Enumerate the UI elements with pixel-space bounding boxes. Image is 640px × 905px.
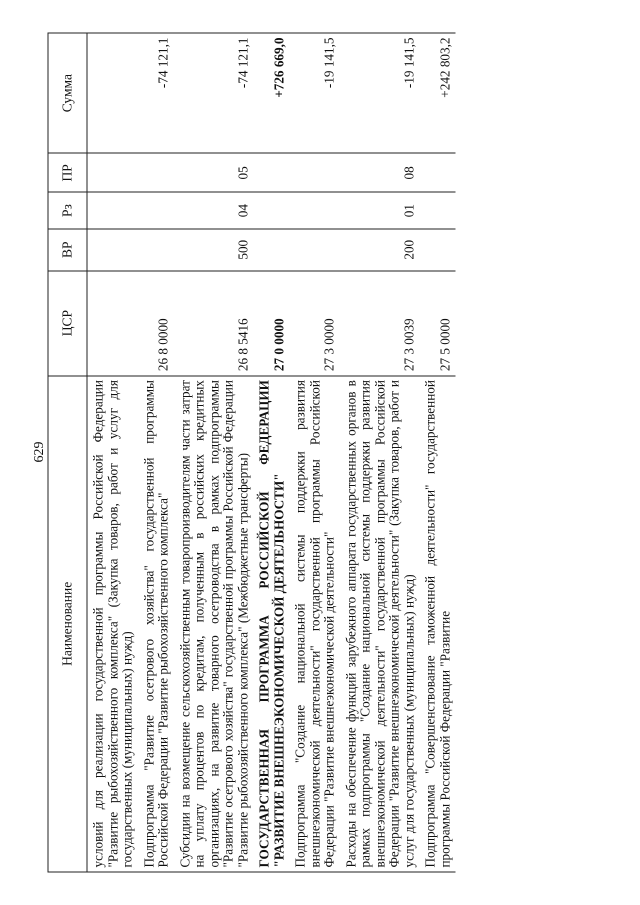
row-rz xyxy=(254,192,290,228)
row-pr xyxy=(138,153,174,192)
row-vr xyxy=(87,229,138,271)
row-csr: 27 0 0000 xyxy=(254,271,290,376)
row-name: Расходы на обеспечение функций зарубежного аппарата государственных органов в рамках подпрограммы "Создание национальной системы поддержки развития внешнеэкономической деятельности" государственной программы Российской Федерации "Развитие внешнеэкономической деятельности" (Закупка товаров, работ и услуг для государственных (муниципальных) нужд) xyxy=(340,376,420,872)
row-name: Подпрограмма "Развитие осетрового хозяйства" государственной программы Российской Федерации "Развитие рыбохозяйственного комплекса" xyxy=(138,376,174,872)
row-sum: -74 121,1 xyxy=(138,33,174,153)
header-rz: Рз xyxy=(48,192,87,228)
row-pr xyxy=(290,153,341,192)
budget-table xyxy=(48,33,456,873)
row-sum xyxy=(87,33,138,153)
row-csr: 27 5 0000 xyxy=(420,271,456,376)
table-row xyxy=(138,33,174,872)
row-sum: -19 141,5 xyxy=(290,33,341,153)
row-pr: 08 xyxy=(340,153,420,192)
row-vr: 500 xyxy=(174,229,254,271)
row-sum: +242 803,2 xyxy=(420,33,456,153)
row-rz xyxy=(290,192,341,228)
rotated-page xyxy=(48,33,593,873)
page-number: 629 xyxy=(32,441,47,463)
row-sum: -19 141,5 xyxy=(340,33,420,153)
row-name: ГОСУДАРСТВЕННАЯ ПРОГРАММА РОССИЙСКОЙ ФЕДЕРАЦИИ "РАЗВИТИЕ ВНЕШНЕЭКОНОМИЧЕСКОЙ ДЕЯТЕЛЬНОСТИ" xyxy=(254,376,290,872)
row-pr: 05 xyxy=(174,153,254,192)
row-vr: 200 xyxy=(340,229,420,271)
row-csr: 27 3 0039 xyxy=(340,271,420,376)
row-sum: -74 121,1 xyxy=(174,33,254,153)
table-row xyxy=(174,33,254,872)
row-name: условий для реализации государственной программы Российской Федерации "Развитие рыбохозяйственного комплекса" (Закупка товаров, работ и услуг для государственных (муниципальных) нужд) xyxy=(87,376,138,872)
row-sum: +726 669,0 xyxy=(254,33,290,153)
row-csr: 26 8 0000 xyxy=(138,271,174,376)
row-vr xyxy=(254,229,290,271)
row-csr xyxy=(87,271,138,376)
header-vr: ВР xyxy=(48,229,87,271)
table-row xyxy=(290,33,341,872)
header-csr: ЦСР xyxy=(48,271,87,376)
header-pr: ПР xyxy=(48,153,87,192)
row-rz xyxy=(87,192,138,228)
table-row xyxy=(254,33,290,872)
row-pr xyxy=(87,153,138,192)
row-name: Субсидии на возмещение сельскохозяйственным товаропроизводителям части затрат на уплату процентов по кредитам, полученным в российских кредитных организациях, на развитие товарного осетроводства в рамках подпрограммы "Развитие осетрового хозяйства" государственной программы Российской Федерации "Развитие рыбохозяйственного комплекса" (Межбюджетные трансферты) xyxy=(174,376,254,872)
row-pr xyxy=(420,153,456,192)
header-name: Наименование xyxy=(48,376,87,872)
table-row xyxy=(420,33,456,872)
row-name: Подпрограмма "Совершенствование таможенной деятельности" государственной программы Российской Федерации "Развитие xyxy=(420,376,456,872)
row-rz xyxy=(420,192,456,228)
table-row xyxy=(87,33,138,872)
row-vr xyxy=(290,229,341,271)
row-rz xyxy=(138,192,174,228)
table-header-row xyxy=(48,33,87,872)
row-pr xyxy=(254,153,290,192)
row-rz: 01 xyxy=(340,192,420,228)
row-vr xyxy=(138,229,174,271)
table-row xyxy=(340,33,420,872)
row-rz: 04 xyxy=(174,192,254,228)
header-sum: Сумма xyxy=(48,33,87,153)
row-name: Подпрограмма "Создание национальной системы поддержки развития внешнеэкономической деятельности" государственной программы Российской Федерации "Развитие внешнеэкономической деятельности" xyxy=(290,376,341,872)
row-csr: 26 8 5416 xyxy=(174,271,254,376)
row-csr: 27 3 0000 xyxy=(290,271,341,376)
row-vr xyxy=(420,229,456,271)
